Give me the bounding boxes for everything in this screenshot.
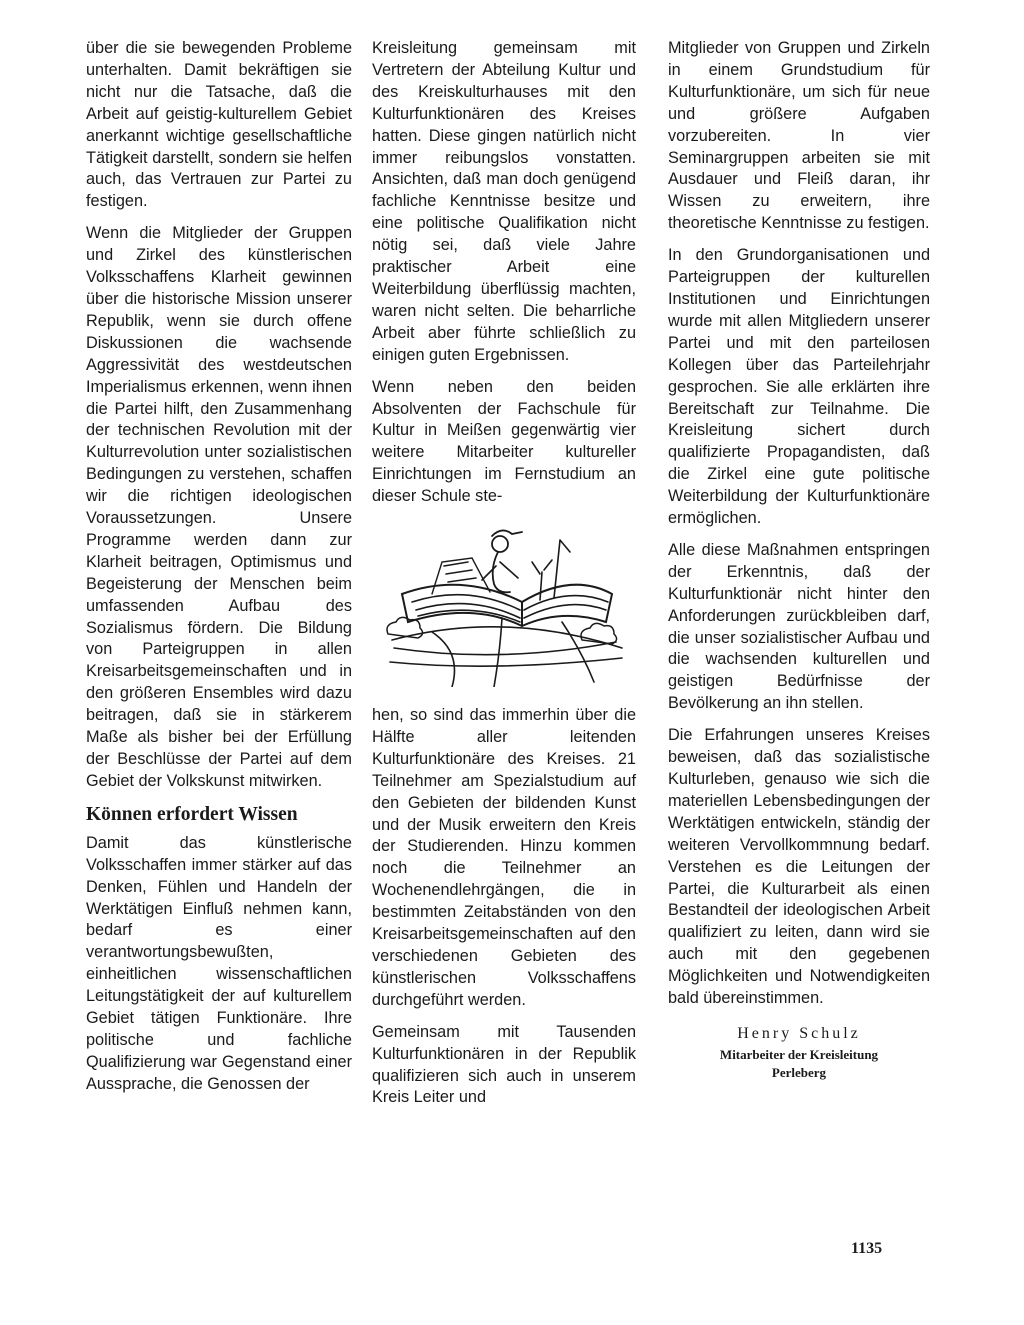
paragraph: Die Erfahrungen unseres Kreises beweisen, daß das sozialistische Kulturleben, genauso wie sich die materiellen Lebensbedingungen der Werktätigen entwickeln, ständig der weiteren Vervollkommnung bedarf. Verstehen es die Leitungen der Partei, die Kulturarbeit als einen Bestandteil der ideologischen Arbeit qualifiziert zu leiten, dann wird sie auch mit den gegebenen Möglichkeiten und Notwendigkeiten bald übereinstimmen. — [668, 726, 930, 1008]
book-on-globe-reader-icon — [372, 522, 636, 687]
author-place: Perleberg — [771, 1064, 827, 1080]
paragraph: In den Grundorganisationen und Parteigruppen der kulturellen Institutionen und Einrichtungen wurde mit allen Mitgliedern unserer Partei und mit den parteilosen Kollegen über das Parteilehrjahr gesprochen. Sie alle erklärten ihre Bereitschaft zur Teilnahme. Die Kreisleitung sichert durch qualifizierte Propagandisten, daß die Zirkel eine gute politische Weiterbildung der Kulturfunktionäre ermöglichen. — [668, 246, 930, 528]
column-left — [86, 38, 352, 1106]
paragraph: über die sie bewegenden Probleme unterhalten. Damit bekräftigen sie nicht nur die Tatsache, daß die Arbeit auf geistig-kulturellem Gebiet anerkannt wichtige gesellschaftliche Tätigkeit darstellt, sondern sie helfen auch, das Vertrauen zur Partei zu festigen. — [86, 39, 352, 211]
paragraph: Gemeinsam mit Tausenden Kulturfunktionären in der Republik qualifizieren sich auch in unserem Kreis Leiter und — [372, 1022, 636, 1107]
paragraph: Alle diese Maßnahmen entspringen der Erkenntnis, daß der Kulturfunktionär nicht hinter den Anforderungen zurückbleiben darf, die unser sozialistischer Aufbau und die wachsenden kulturellen und geistigen Bedürfnisse der Bevölkerung an ihn stellen. — [668, 540, 930, 713]
paragraph: Kreisleitung gemeinsam mit Vertretern der Abteilung Kultur und des Kreiskulturhauses mit den Kulturfunktionären des Kreises hatten. Diese gingen natürlich nicht immer reibungslos vonstatten. Ansichten, daß man doch genügend fachliche Kenntnisse besitze und eine politische Qualifikation nicht nötig sei, daß viele Jahre praktischer Arbeit eine Weiterbildung überflüssig machten, waren nicht selten. Die beharrliche Arbeit aber führte schließlich zu einigen guten Ergebnissen. — [372, 39, 636, 364]
paragraph-continued: hen, so sind das immerhin über die Hälfte aller leitenden Kulturfunktionäre des Kreises. 21 Teilnehmer am Spezialstudium auf den Gebieten der bildenden Kunst und der Musik erweitern den Kreis der Studierenden. Hinzu kommen noch die Teilnehmer an Wochenendlehrgängen, die in bestimmten Zeitabständen von den Kreisarbeitsgemeinschaften auf den verschiedenen Gebieten des künstlerischen Volksschaffens durchgeführt werden. — [372, 706, 636, 1009]
signature-block — [668, 1022, 930, 1082]
paragraph: Wenn die Mitglieder der Gruppen und Zirkel des künstlerischen Volksschaffens Klarheit gewinnen über die historische Mission unserer Republik, wenn sie durch offene Diskussionen die wachsende Aggressivität des westdeutschen Imperialismus erkennen, wenn ihnen die Partei hilft, den Zusammenhang der technischen Revolution mit der Kulturrevolution unter sozialistischen Bedingungen zu verstehen, schaffen wir die richtigen ideologischen Voraussetzungen. Unsere Programme werden dann zur Klarheit beitragen, Optimismus und Begeisterung der Menschen beim umfassenden Aufbau des Sozialismus fördern. Die Bildung von Parteigruppen in allen Kreisarbeitsgemeinschaften und in den größeren Ensembles wird dazu beitragen, daß sie in stärkerem Maße als bisher bei der Erfüllung der Beschlüsse der Partei auf dem Gebiet der Volkskunst mitwirken. — [86, 224, 352, 790]
paragraph: Damit das künstlerische Volksschaffen immer stärker auf das Denken, Fühlen und Handeln der Werktätigen Einfluß nehmen kann, bedarf es einer verantwortungsbewußten, einheitlichen wissenschaftlichen Leitungstätigkeit der auf kulturellem Gebiet tätigen Funktionäre. Ihre politische und fachliche Qualifizierung war Gegenstand einer Aussprache, die Genossen der — [86, 833, 352, 1093]
author-role: Mitarbeiter der Kreisleitung — [719, 1046, 879, 1062]
column-middle — [372, 38, 636, 1119]
column-right — [668, 38, 930, 1082]
paragraph: Mitglieder von Gruppen und Zirkeln in einem Grundstudium für Kulturfunktionäre, um sich für neue und größere Aufgaben vorzubereiten. In vier Seminargruppen arbeiten sie mit Ausdauer und Fleiß daran, ihr Wissen zu erweitern, ihre theoretische Kenntnisse zu festigen. — [668, 39, 930, 233]
author-name: Henry Schulz — [737, 1024, 861, 1042]
page-number: 1135 — [851, 1240, 883, 1257]
section-heading: Können erfordert Wissen — [86, 803, 298, 825]
paragraph: Wenn neben den beiden Absolventen der Fachschule für Kultur in Meißen gegenwärtig vier weitere Mitarbeiter kultureller Einrichtungen im Fernstudium an dieser Schule ste- — [372, 377, 636, 506]
